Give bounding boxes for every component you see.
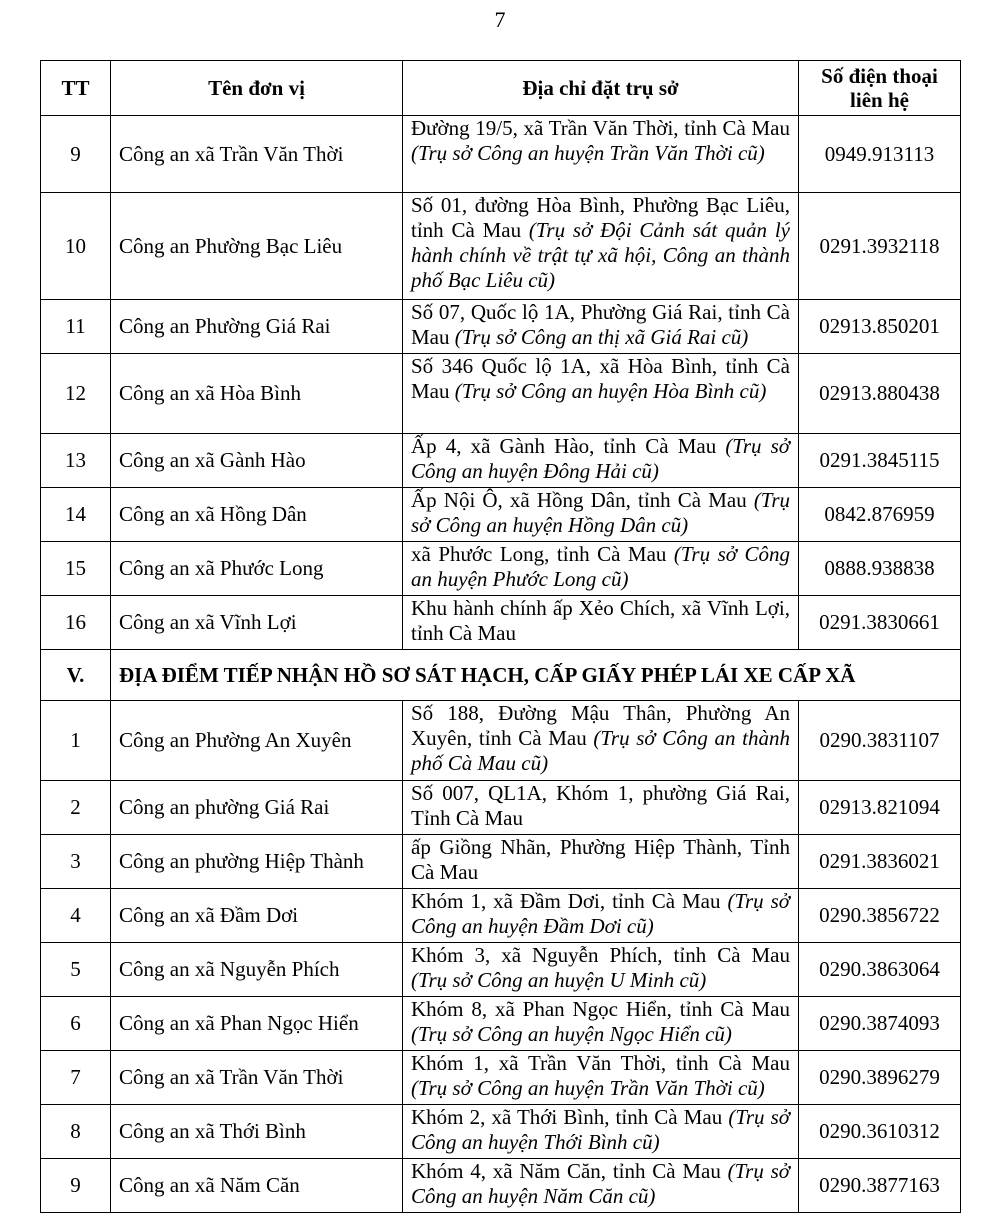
unit-phone: 02913.850201	[799, 300, 961, 354]
unit-name: Công an xã Gành Hào	[111, 434, 403, 488]
police-units-table	[40, 60, 961, 1213]
table-header-row	[41, 61, 961, 116]
unit-phone: 0888.938838	[799, 542, 961, 596]
row-number: 16	[41, 596, 111, 650]
unit-address	[403, 1051, 799, 1105]
address-text: Số 07, Quốc lộ 1A, Phường Giá Rai, tỉnh Cà Mau	[411, 300, 790, 349]
table-row	[41, 1105, 961, 1159]
unit-phone: 02913.821094	[799, 781, 961, 835]
unit-name: Công an xã Vĩnh Lợi	[111, 596, 403, 650]
unit-name: Công an xã Trần Văn Thời	[111, 116, 403, 193]
unit-address	[403, 701, 799, 781]
address-text: Khóm 2, xã Thới Bình, tỉnh Cà Mau	[411, 1105, 729, 1129]
row-number: 7	[41, 1051, 111, 1105]
table-row	[41, 542, 961, 596]
address-text: Đường 19/5, xã Trần Văn Thời, tỉnh Cà Mau	[411, 116, 790, 140]
address-text: Khóm 1, xã Trần Văn Thời, tỉnh Cà Mau	[411, 1051, 790, 1075]
unit-phone: 0291.3830661	[799, 596, 961, 650]
address-text: Số 007, QL1A, Khóm 1, phường Giá Rai, Tỉnh Cà Mau	[411, 781, 790, 830]
row-number: 6	[41, 997, 111, 1051]
row-number: 5	[41, 943, 111, 997]
unit-phone: 0842.876959	[799, 488, 961, 542]
section-title: ĐỊA ĐIỂM TIẾP NHẬN HỒ SƠ SÁT HẠCH, CẤP GIẤY PHÉP LÁI XE CẤP XÃ	[111, 650, 961, 701]
address-note: (Trụ sở Công an huyện U Minh cũ)	[411, 968, 707, 992]
unit-name: Công an xã Hồng Dân	[111, 488, 403, 542]
unit-phone: 0290.3610312	[799, 1105, 961, 1159]
table-body-section-v-heading	[41, 650, 961, 701]
table-row	[41, 488, 961, 542]
table-row	[41, 354, 961, 434]
table-row	[41, 943, 961, 997]
row-number: 4	[41, 889, 111, 943]
row-number: 10	[41, 193, 111, 300]
unit-name: Công an Phường Giá Rai	[111, 300, 403, 354]
table-row	[41, 1159, 961, 1213]
address-text: Số 346 Quốc lộ 1A, xã Hòa Bình, tỉnh Cà Mau	[411, 354, 790, 403]
unit-phone: 0291.3836021	[799, 835, 961, 889]
address-text: Khóm 3, xã Nguyễn Phích, tỉnh Cà Mau	[411, 943, 790, 967]
address-text: Ấp Nội Ô, xã Hồng Dân, tỉnh Cà Mau	[411, 488, 754, 512]
unit-address	[403, 835, 799, 889]
row-number: 9	[41, 116, 111, 193]
unit-phone: 0290.3856722	[799, 889, 961, 943]
table-row	[41, 116, 961, 193]
table-row	[41, 300, 961, 354]
unit-phone: 0290.3874093	[799, 997, 961, 1051]
unit-name: Công an xã Trần Văn Thời	[111, 1051, 403, 1105]
address-note: (Trụ sở Đội Cảnh sát quản lý hành chính về trật tự xã hội, Công an thành phố Bạc Liêu cũ)	[411, 218, 790, 292]
unit-name: Công an xã Phan Ngọc Hiển	[111, 997, 403, 1051]
unit-address	[403, 488, 799, 542]
page-number: 7	[494, 7, 506, 32]
address-note: (Trụ sở Công an huyện Năm Căn cũ)	[411, 1159, 790, 1208]
row-number: 3	[41, 835, 111, 889]
section-label: V.	[41, 650, 111, 701]
unit-phone: 0291.3845115	[799, 434, 961, 488]
table-row	[41, 1051, 961, 1105]
unit-address	[403, 889, 799, 943]
unit-name: Công an phường Hiệp Thành	[111, 835, 403, 889]
row-number: 15	[41, 542, 111, 596]
table-row	[41, 701, 961, 781]
unit-address	[403, 596, 799, 650]
unit-address	[403, 354, 799, 434]
unit-address	[403, 542, 799, 596]
unit-name: Công an xã Hòa Bình	[111, 354, 403, 434]
section-row	[41, 650, 961, 701]
address-note: (Trụ sở Công an huyện Ngọc Hiển cũ)	[411, 1022, 732, 1046]
unit-address	[403, 997, 799, 1051]
unit-phone: 0290.3896279	[799, 1051, 961, 1105]
row-number: 13	[41, 434, 111, 488]
unit-address	[403, 193, 799, 300]
unit-name: Công an xã Thới Bình	[111, 1105, 403, 1159]
header-address: Địa chỉ đặt trụ sở	[403, 61, 799, 116]
unit-address	[403, 116, 799, 193]
unit-name: Công an xã Phước Long	[111, 542, 403, 596]
row-number: 12	[41, 354, 111, 434]
unit-phone: 0290.3877163	[799, 1159, 961, 1213]
unit-address	[403, 434, 799, 488]
table-body-section-v	[41, 701, 961, 1213]
table-row	[41, 835, 961, 889]
unit-phone: 02913.880438	[799, 354, 961, 434]
address-text: xã Phước Long, tỉnh Cà Mau	[411, 542, 674, 566]
row-number: 2	[41, 781, 111, 835]
table-body-section-iv	[41, 116, 961, 650]
address-text: Số 01, đường Hòa Bình, Phường Bạc Liêu, tỉnh Cà Mau	[411, 193, 790, 242]
header-phone: Số điện thoại liên hệ	[799, 61, 961, 116]
address-note: (Trụ sở Công an huyện Trần Văn Thời cũ)	[411, 1076, 765, 1100]
unit-phone: 0290.3831107	[799, 701, 961, 781]
address-note: (Trụ sở Công an thành phố Cà Mau cũ)	[411, 726, 790, 775]
unit-name: Công an phường Giá Rai	[111, 781, 403, 835]
row-number: 14	[41, 488, 111, 542]
address-text: Khóm 4, xã Năm Căn, tỉnh Cà Mau	[411, 1159, 728, 1183]
address-text: Khu hành chính ấp Xẻo Chích, xã Vĩnh Lợi, tỉnh Cà Mau	[411, 596, 790, 645]
address-text: ấp Giồng Nhãn, Phường Hiệp Thành, Tỉnh Cà Mau	[411, 835, 790, 884]
unit-name: Công an Phường An Xuyên	[111, 701, 403, 781]
unit-address	[403, 943, 799, 997]
address-note: (Trụ sở Công an huyện Trần Văn Thời cũ)	[411, 141, 765, 165]
address-text: Khóm 1, xã Đầm Dơi, tỉnh Cà Mau	[411, 889, 728, 913]
unit-name: Công an xã Nguyễn Phích	[111, 943, 403, 997]
table-row	[41, 434, 961, 488]
header-unit-name: Tên đơn vị	[111, 61, 403, 116]
unit-phone: 0290.3863064	[799, 943, 961, 997]
address-text: Số 188, Đường Mậu Thân, Phường An Xuyên, tỉnh Cà Mau	[411, 701, 790, 750]
address-note: (Trụ sở Công an huyện Đông Hải cũ)	[411, 434, 790, 483]
address-note: (Trụ sở Công an huyện Hòa Bình cũ)	[454, 379, 767, 403]
unit-address	[403, 1105, 799, 1159]
address-text: Khóm 8, xã Phan Ngọc Hiển, tỉnh Cà Mau	[411, 997, 790, 1021]
unit-name: Công an Phường Bạc Liêu	[111, 193, 403, 300]
unit-name: Công an xã Đầm Dơi	[111, 889, 403, 943]
table-row	[41, 997, 961, 1051]
unit-name: Công an xã Năm Căn	[111, 1159, 403, 1213]
address-note: (Trụ sở Công an huyện Phước Long cũ)	[411, 542, 791, 591]
address-text: Ấp 4, xã Gành Hào, tỉnh Cà Mau	[411, 434, 726, 458]
row-number: 9	[41, 1159, 111, 1213]
table-row	[41, 889, 961, 943]
row-number: 11	[41, 300, 111, 354]
unit-address	[403, 1159, 799, 1213]
table-row	[41, 596, 961, 650]
unit-address	[403, 300, 799, 354]
table-row	[41, 193, 961, 300]
unit-phone: 0949.913113	[799, 116, 961, 193]
address-note: (Trụ sở Công an thị xã Giá Rai cũ)	[454, 325, 749, 349]
unit-phone: 0291.3932118	[799, 193, 961, 300]
unit-address	[403, 781, 799, 835]
table-row	[41, 781, 961, 835]
row-number: 1	[41, 701, 111, 781]
header-tt: TT	[41, 61, 111, 116]
address-note: (Trụ sở Công an huyện Thới Bình cũ)	[411, 1105, 790, 1154]
row-number: 8	[41, 1105, 111, 1159]
address-note: (Trụ sở Công an huyện Đầm Dơi cũ)	[411, 889, 790, 938]
address-note: (Trụ sở Công an huyện Hồng Dân cũ)	[411, 488, 790, 537]
